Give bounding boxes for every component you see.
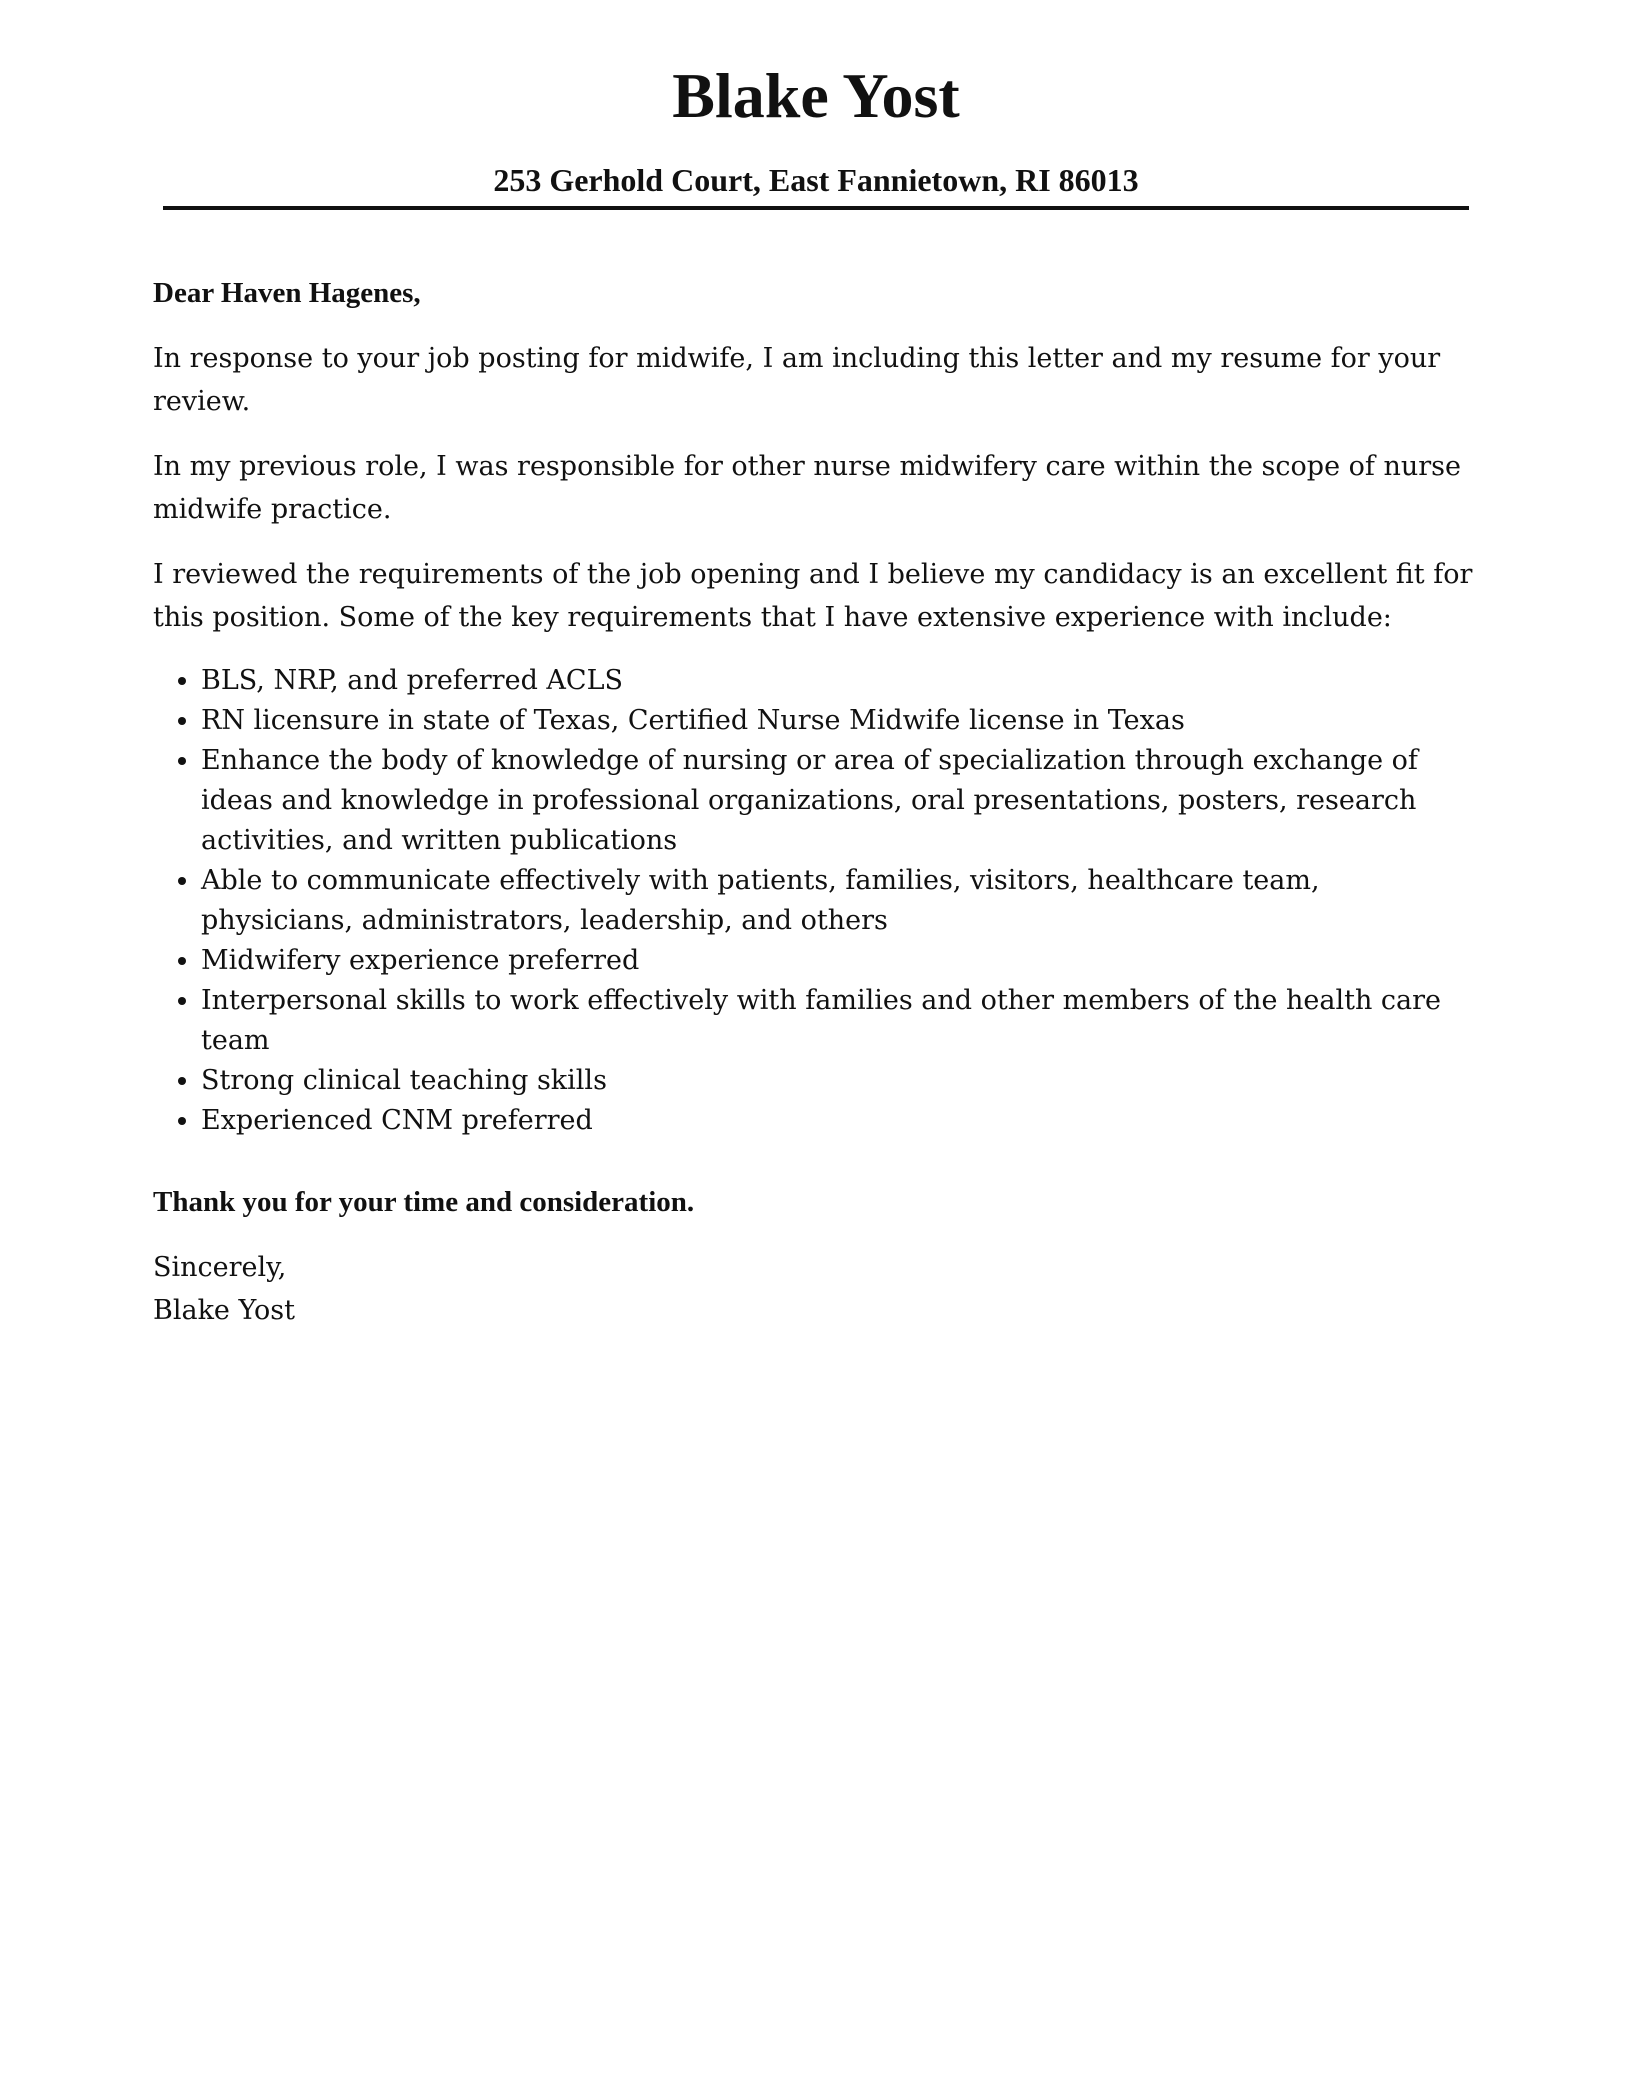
list-item: • Interpersonal skills to work effectively with families and other members of the health care team bbox=[201, 981, 1473, 1061]
header-divider bbox=[163, 206, 1469, 210]
list-item: • Able to communicate effectively with patients, families, visitors, healthcare team, physicians, administrators, leadership, and others bbox=[201, 861, 1473, 941]
paragraph-experience: In my previous role, I was responsible for other nurse midwifery care within the scope of nurse midwife practice. bbox=[153, 451, 1461, 525]
closing: Sincerely, bbox=[153, 1252, 287, 1283]
list-item: • RN licensure in state of Texas, Certified Nurse Midwife license in Texas bbox=[201, 701, 1473, 741]
salutation: Dear Haven Hagenes, bbox=[153, 277, 421, 309]
sender-name: Blake Yost bbox=[672, 60, 960, 131]
requirements-list bbox=[153, 661, 1473, 1141]
paragraph-requirements: I reviewed the requirements of the job opening and I believe my candidacy is an excellent fit for this position. Some of the key requirements that I have extensive experience with include: bbox=[153, 559, 1473, 633]
list-item: • Enhance the body of knowledge of nursing or area of specialization through exchange of ideas and knowledge in professional organizations, oral presentations, posters, research activities, and written publications bbox=[201, 741, 1473, 861]
list-item: • Midwifery experience preferred bbox=[201, 941, 1473, 981]
list-item: • BLS, NRP, and preferred ACLS bbox=[201, 661, 1473, 701]
letter-body bbox=[153, 272, 1473, 1332]
signature: Blake Yost bbox=[153, 1295, 295, 1326]
letter-header bbox=[163, 56, 1469, 210]
sender-address: 253 Gerhold Court, East Fannietown, RI 86013 bbox=[493, 162, 1139, 198]
paragraph-intro: In response to your job posting for midwife, I am including this letter and my resume for your review. bbox=[153, 343, 1441, 417]
list-item: • Experienced CNM preferred bbox=[201, 1101, 1473, 1141]
list-item: • Strong clinical teaching skills bbox=[201, 1061, 1473, 1101]
thanks-line: Thank you for your time and consideration. bbox=[153, 1186, 695, 1218]
